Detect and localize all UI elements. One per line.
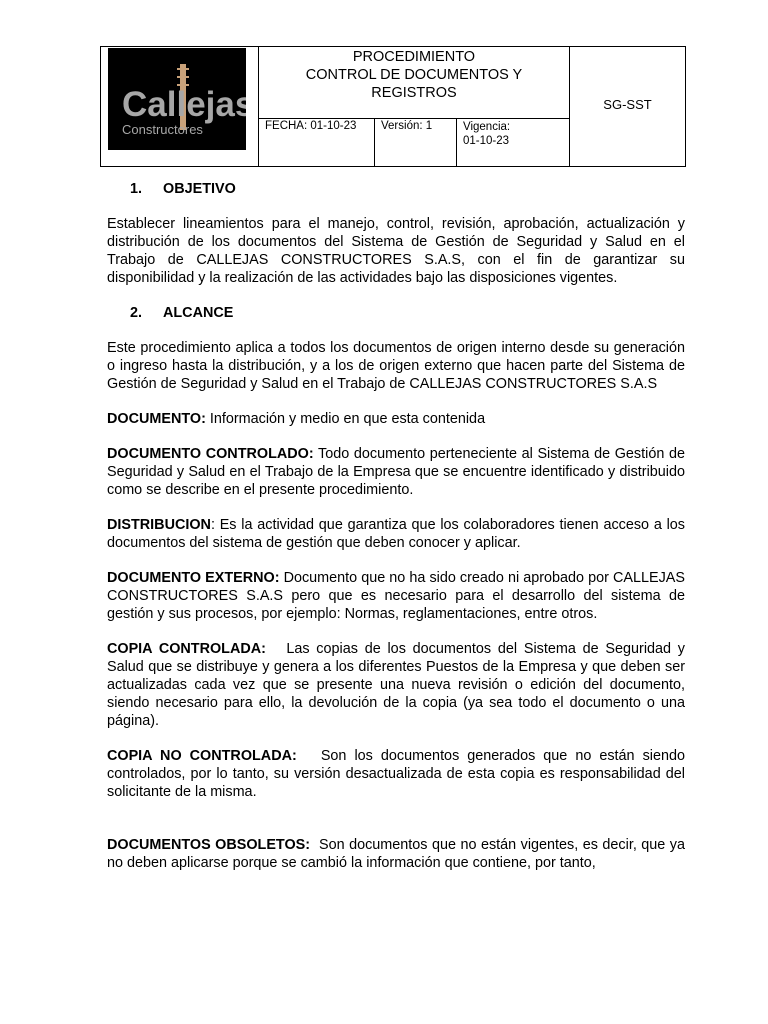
- document-header-table: [100, 46, 686, 167]
- document-title: [259, 47, 570, 119]
- definition-term: COPIA NO CONTROLADA:: [107, 748, 297, 764]
- title-line-2: CONTROL DE DOCUMENTOS Y: [305, 67, 523, 83]
- alcance-paragraph: Este procedimiento aplica a todos los documentos de origen interno desde su generación o ingreso hasta la distribución, y a los de origen externo que hacen parte del Sistema de Gestión de Seguridad y Salud en el Trabajo de CALLEJAS CONSTRUCTORES S.A.S: [107, 340, 685, 392]
- definition-documento-controlado: [107, 445, 685, 499]
- validity-value: 01-10-23: [463, 135, 510, 147]
- version-text: Versión: 1: [381, 120, 433, 132]
- definition-text: Las copias de los documentos del Sistema de Seguridad y Salud que se distribuye y genera a los diferentes Puestos de la Empresa y que deben ser actualizadas cada vez que se presente una nueva revisión o edición del documento, siendo necesario para ello, la devolución de la copia (ya sea todo el documento o una página).: [107, 641, 690, 729]
- definition-text: Son los documentos generados que no están siendo controlados, por lo tanto, su versión desactualizada de esta copia es responsabilidad del solicitante de la misma.: [107, 748, 689, 800]
- title-line-3: REGISTROS: [371, 85, 457, 101]
- logo-sub-text: Constructores: [122, 122, 203, 137]
- code-text: SG-SST: [603, 97, 652, 112]
- company-logo: [108, 48, 246, 150]
- definition-copia-no-controlada: [107, 747, 689, 801]
- definition-text: : Es la actividad que garantiza que los colaboradores tienen acceso a los documentos del sistema de gestión que deben conocer y aplicar.: [107, 517, 685, 551]
- definition-copia-controlada: [107, 640, 690, 730]
- date-cell: [259, 119, 375, 166]
- definition-term: DOCUMENTO EXTERNO:: [107, 570, 280, 586]
- definition-distribucion: [107, 516, 685, 552]
- definition-documento-externo: [107, 569, 685, 623]
- paragraph-gap: [107, 818, 685, 836]
- logo-cell: [101, 47, 259, 166]
- validity-cell: [457, 119, 570, 166]
- definition-documentos-obsoletos: [107, 836, 689, 872]
- section-title: ALCANCE: [163, 305, 234, 321]
- definition-text: Documento que no ha sido creado ni aprobado por CALLEJAS CONSTRUCTORES S.A.S pero que es necesario para el desarrollo del sistema de gestión y sus procesos, por ejemplo: Normas, reglamentaciones, entre otros.: [107, 570, 685, 622]
- objetivo-paragraph: Establecer lineamientos para el manejo, control, revisión, aprobación, actualización y distribución de los documentos del Sistema de Gestión de Seguridad y Salud en el Trabajo de CALLEJAS CONSTRUCTORES S.A.S, con el fin de garantizar su disponibilidad y la realización de las actividades bajo las disposiciones vigentes.: [107, 216, 685, 286]
- definition-text: Información y medio en que esta contenida: [205, 411, 486, 427]
- definition-term: DOCUMENTO CONTROLADO:: [107, 446, 314, 462]
- definition-text: Son documentos que no están vigentes, es decir, que ya no deben aplicarse porque se cambió la información que contiene, por tanto,: [107, 837, 689, 871]
- section-heading-alcance: [107, 304, 685, 322]
- document-body: [107, 180, 690, 889]
- definition-text: Todo documento perteneciente al Sistema de Gestión de Seguridad y Salud en el Trabajo de la Empresa que se encuentre identificado y distribuido como se describe en el presente procedimiento.: [107, 446, 685, 498]
- definition-term: DOCUMENTOS OBSOLETOS:: [107, 837, 311, 853]
- section-number: 1.: [130, 181, 143, 197]
- logo-brand-text: Callejas: [122, 85, 246, 124]
- section-heading-objetivo: [107, 180, 685, 198]
- date-text: FECHA: 01-10-23: [265, 120, 357, 132]
- definition-term: DOCUMENTO:: [107, 411, 206, 427]
- validity-label: Vigencia:: [463, 121, 511, 133]
- version-cell: [375, 119, 457, 166]
- section-title: OBJETIVO: [163, 181, 236, 197]
- definition-term: DISTRIBUCION: [107, 517, 211, 533]
- definition-documento: [107, 410, 685, 428]
- document-code: [570, 47, 685, 166]
- section-number: 2.: [130, 305, 143, 321]
- title-line-1: PROCEDIMIENTO: [352, 49, 476, 65]
- definition-term: COPIA CONTROLADA:: [107, 641, 266, 657]
